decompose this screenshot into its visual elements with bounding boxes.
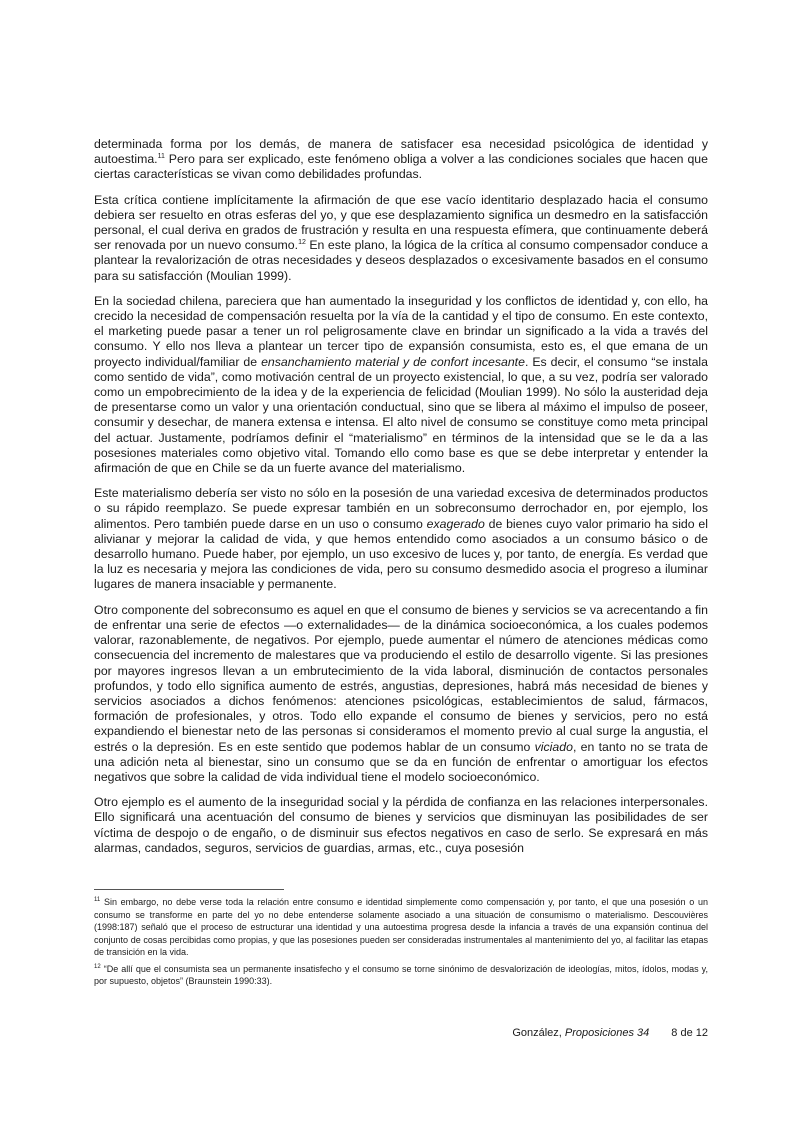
document-body — [94, 137, 708, 866]
paragraph-6-text: Otro ejemplo es el aumento de la inseguridad social y la pérdida de confianza en las relaciones interpersonales. Ello significará una acentuación del consumo de bienes y servicios que disminuyan las posibilidades de ser víctima de despojo o de engaño, o de disminuir sus efectos negativos en caso de serlo. Se expresará en más alarmas, candados, seguros, servicios de guardias, armas, etc., cuya posesión — [94, 795, 708, 855]
paragraph-1-text-cont: Pero para ser explicado, este fenómeno obliga a volver a las condiciones sociales que hacen que ciertas características se vivan como debilidades profundas. — [94, 152, 708, 182]
paragraph-2-text-cont: En este plano, la lógica de la crítica al consumo compensador conduce a plantear la revalorización de otras necesidades y deseos desplazados o excesivamente basados en el consumo para su satisfacción (Moulian 1999). — [94, 238, 708, 283]
page-number: 8 de 12 — [671, 1027, 708, 1039]
paragraph-5-italic: viciado — [534, 739, 573, 754]
paragraph-4-text-cont: de bienes cuyo valor primario ha sido el alivianar y mejorar la calidad de vida, y que hemos entendido como asociados a un consumo básico o de desarrollo humano. Puede haber, por ejemplo, un uso excesivo de luces y, por tanto, de energía. Es verdad que la luz es necesaria y mejora las condiciones de vida, pero su consumo desmedido asocia el progreso a iluminar lugares de manera insaciable y permanente. — [94, 516, 708, 592]
paragraph-4 — [94, 486, 708, 592]
footnote-text: “De allí que el consumista sea un permanente insatisfecho y el consumo se torne sinónimo de desvalorización de ideologías, mitos, ídolos, modas y, por supuesto, objetos” (Braunstein 1990:33). — [94, 963, 708, 986]
paragraph-5-text: Otro componente del sobreconsumo es aquel en que el consumo de bienes y servicios se va acrecentando a fin de enfrentar una serie de efectos —o externalidades— de la dinámica socioeconómica, a los cuales podemos valorar, razonablemente, de negativos. Por ejemplo, puede aumentar el número de atenciones médicas como consecuencia del incremento de malestares que va produciendo el estilo de desarrollo vigente. Si las presiones por mayores ingresos llevan a un embrutecimiento de la vida laboral, disminución de contactos personales profundos, y todo ello significa aumento de estrés, angustias, depresiones, habrá más necesidad de bienes y servicios asociados a dichos fenómenos: atenciones psicológicas, establecimientos de salud, fármacos, formación de profesionales, y otros. Todo ello expande el consumo de bienes y servicios, pero no está expandiendo el bienestar neto de las personas si consideramos el momento previo al cual surge la angustia, el estrés o la depresión. Es en este sentido que podemos hablar de un consumo — [94, 602, 708, 754]
footer-journal: Proposiciones 34 — [564, 1027, 650, 1039]
paragraph-3 — [94, 294, 708, 476]
footnote-separator — [94, 889, 284, 890]
paragraph-1-text: determinada forma por los demás, de manera de satisfacer esa necesidad psicológica de identidad y autoestima. — [94, 137, 708, 167]
footer-author: González, — [512, 1027, 565, 1039]
footnote-12 — [94, 963, 708, 988]
page-footer — [500, 1027, 708, 1039]
paragraph-2 — [94, 193, 708, 284]
paragraph-1 — [94, 137, 708, 183]
footnotes — [94, 896, 708, 992]
footnote-number: 11 — [94, 897, 101, 903]
paragraph-3-text: En la sociedad chilena, pareciera que han aumentado la inseguridad y los conflictos de identidad y, con ello, ha crecido la necesidad de compensación resuelta por la vía de la cantidad y el tipo de consumo. En este contexto, el marketing puede pasar a tener un rol peligrosamente clave en brindar un significado a la vida a través del consumo. Y ello nos lleva a plantear un tercer tipo de expansión consumista, esto es, el que emana de un proyecto individual/familiar de — [94, 293, 708, 369]
footnote-11 — [94, 896, 708, 959]
footnote-number: 12 — [94, 963, 101, 970]
paragraph-2-text: Esta crítica contiene implícitamente la afirmación de que ese vacío identitario desplazado hacia el consumo debiera ser resuelto en otras esferas del yo, y que ese desplazamiento significa un desmedro en la satisfacción personal, el cual deriva en grados de frustración y resulta en una respuesta efímera, que continuamente deberá ser renovada por un nuevo consumo. — [94, 192, 708, 253]
paragraph-4-text: Este materialismo debería ser visto no sólo en la posesión de una variedad excesiva de determinados productos o su rápido reemplazo. Se puede expresar también en un sobreconsumo derrochador en, por ejemplo, los alimentos. Pero también puede darse en un uso o consumo — [94, 486, 708, 531]
paragraph-5 — [94, 603, 708, 785]
footnote-text: Sin embargo, no debe verse toda la relación entre consumo e identidad simplemente como compensación y, por tanto, el que una posesión o un consumo se transforme en parte del yo no debe entenderse solamente asociado a una situación de consumismo o materialismo. Descouvières (1998:187) señaló que el proceso de estructurar una identidad y una autoestima progresa desde la infancia a través de una expansión continua del conjunto de cosas percibidas como propias, y que las posesiones pueden ser consideradas instrumentales al mantenimiento del yo, al facilitar las etapas de transición en la vida. — [94, 897, 708, 957]
paragraph-3-text-cont: . Es decir, el consumo “se instala como sentido de vida”, como motivación central de un proyecto existencial, lo que, a su vez, podría ser valorado como un empobrecimiento de la idea y de la experiencia de felicidad (Moulian 1999). No sólo la austeridad deja de presentarse como un valor y una orientación conductual, sino que se libera al máximo el impulso de poseer, consumir y desechar, de manera extensa e intensa. El alto nivel de consumo se constituye como meta principal del actuar. Justamente, podríamos definir el “materialismo” en términos de la intensidad que se le da a las posesiones materiales como objetivo vital. Tomando ello como base es que se debe interpretar y entender la afirmación de que en Chile se da un fuerte avance del materialismo. — [94, 354, 708, 476]
paragraph-5-text-cont: , en tanto no se trata de una adición neta al bienestar, sino un consumo que se da en función de enfrentar o amortiguar los efectos negativos que sobre la calidad de vida individual tiene el modelo socioeconómico. — [94, 739, 708, 784]
paragraph-4-italic: exagerado — [426, 516, 485, 531]
footnote-ref-11: 11 — [157, 153, 165, 161]
footnote-ref-12: 12 — [298, 239, 306, 247]
paragraph-6 — [94, 795, 708, 856]
paragraph-3-italic: ensanchamiento material y de confort incesante — [261, 354, 525, 369]
